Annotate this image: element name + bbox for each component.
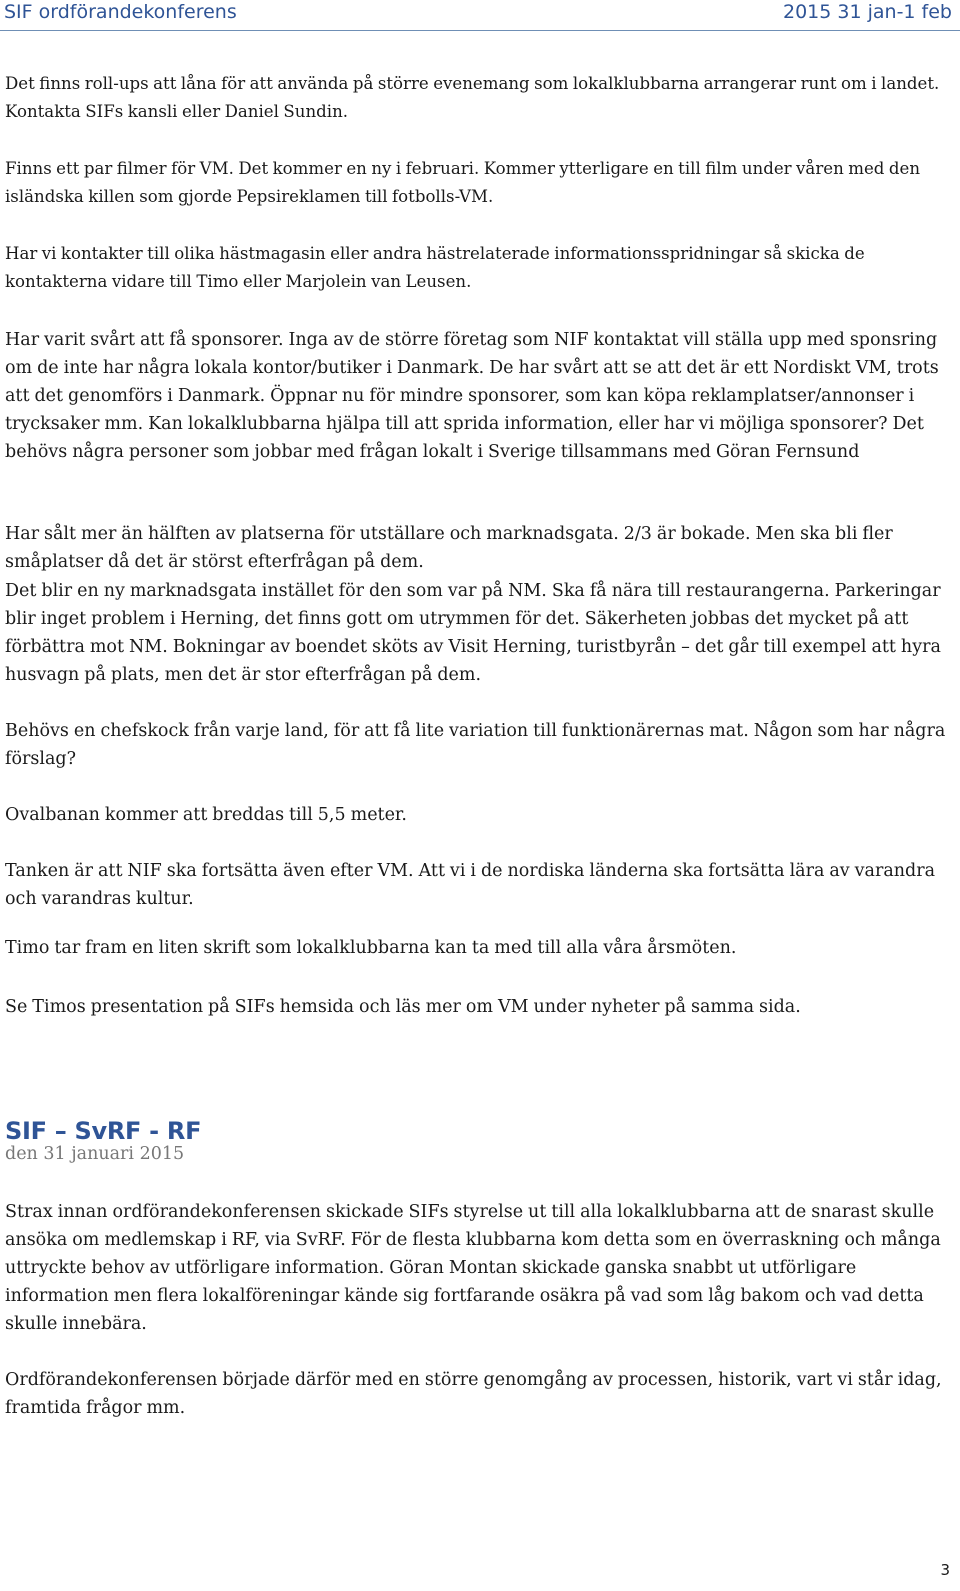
- paragraph-rollups: Det finns roll-ups att låna för att använda på större evenemang som lokalklubbarna arrangerar runt om i landet. Kontakta SIFs kansli eller Daniel Sundin.: [5, 74, 940, 121]
- page-number: 3: [940, 1561, 950, 1579]
- paragraph-nif-continuation: Tanken är att NIF ska fortsätta även efter VM. Att vi i de nordiska länderna ska fortsätta lära av varandra och varandras kultur.: [5, 861, 936, 909]
- paragraph-presentation: Se Timos presentation på SIFs hemsida och läs mer om VM under nyheter på samma sida.: [5, 997, 801, 1017]
- section-heading: SIF – SvRF - RF: [5, 1117, 202, 1145]
- paragraph-sponsors: Har varit svårt att få sponsorer. Inga av de större företag som NIF kontaktat vill ställa upp med sponsring om de inte har några lokala kontor/butiker i Danmark. De har svårt att se att det är ett Nordiskt VM, trots att det genomförs i Danmark. Öppnar nu för mindre sponsorer, som kan köpa reklamplatser/annonser i trycksaker mm. Kan lokalklubbarna hjälpa till att sprida information, eller har vi möjliga sponsorer? Det behövs några personer som jobbar med frågan lokalt i Sverige tillsammans med Göran Fernsund: [5, 330, 939, 462]
- paragraph-chef: Behövs en chefskock från varje land, för att få lite variation till funktionärernas mat. Någon som har några förslag?: [5, 721, 946, 769]
- paragraph-horse-magazines: Har vi kontakter till olika hästmagasin eller andra hästrelaterade informationsspridningar så skicka de kontakterna vidare till Timo eller Marjolein van Leusen.: [5, 244, 865, 291]
- paragraph-market-street: Det blir en ny marknadsgata instället för den som var på NM. Ska få nära till restaurangerna. Parkeringar blir inget problem i Herning, det finns gott om utrymmen för det. Säkerheten jobbas det mycket på att förbättra mot NM. Bokningar av boendet sköts av Visit Herning, turistbyrån – det går till exempel att hyra husvagn på plats, men det är stor efterfrågan på dem.: [5, 581, 941, 685]
- paragraph-oval-track: Ovalbanan kommer att breddas till 5,5 meter.: [5, 805, 407, 825]
- paragraph-rf-membership: Strax innan ordförandekonferensen skickade SIFs styrelse ut till alla lokalklubbarna att de snarast skulle ansöka om medlemskap i RF, via SvRF. För de flesta klubbarna kom detta som en överraskning och många uttryckte behov av utförligare information. Göran Montan skickade ganska snabbt ut utförligare information men flera lokalföreningar kände sig fortfarande osäkra på vad som låg bakom och vad detta skulle innebära.: [5, 1202, 941, 1334]
- page-header: [0, 0, 960, 31]
- header-document-title: SIF ordförandekonferens: [4, 1, 237, 23]
- paragraph-films: Finns ett par filmer för VM. Det kommer en ny i februari. Kommer ytterligare en till film under våren med den isländska killen som gjorde Pepsireklamen till fotbolls-VM.: [5, 159, 921, 206]
- paragraph-conference-start: Ordförandekonferensen började därför med en större genomgång av processen, historik, vart vi står idag, framtida frågor mm.: [5, 1370, 942, 1418]
- paragraph-timo-booklet: Timo tar fram en liten skrift som lokalklubbarna kan ta med till alla våra årsmöten.: [5, 938, 737, 958]
- paragraph-exhibitors: Har sålt mer än hälften av platserna för utställare och marknadsgata. 2/3 är bokade. Men ska bli fler småplatser då det är störst efterfrågan på dem.: [5, 524, 893, 572]
- section-date: den 31 januari 2015: [5, 1144, 185, 1164]
- header-date-range: 2015 31 jan-1 feb: [783, 1, 952, 23]
